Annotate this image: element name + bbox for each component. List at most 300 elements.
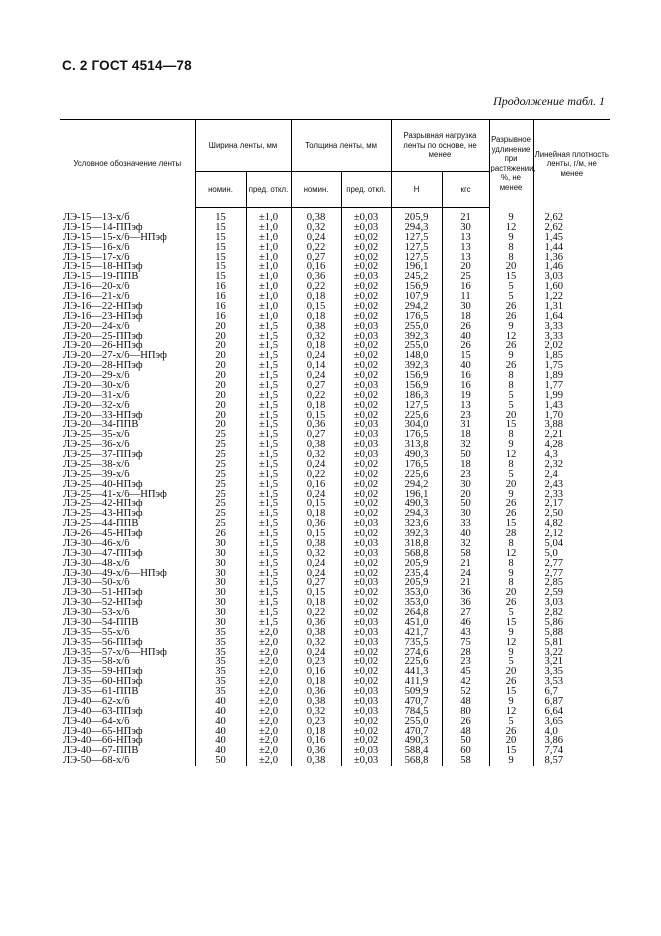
table-row xyxy=(60,657,610,667)
table-row xyxy=(60,736,610,746)
cell-thickness-tolerance: ±0,03 xyxy=(341,578,391,588)
cell-width-tolerance: ±2,0 xyxy=(246,717,291,727)
cell-thickness-tolerance: ±0,02 xyxy=(341,411,391,421)
cell-linear-density: 3,22 xyxy=(533,648,610,658)
cell-load-n: 127,5 xyxy=(391,253,442,263)
cell-designation: ЛЭ-25—37-ППэф xyxy=(63,450,143,460)
cell-thickness-tolerance: ±0,02 xyxy=(341,312,391,322)
cell-designation: ЛЭ-20—24-х/б xyxy=(63,321,130,332)
cell-thickness-tolerance: ±0,03 xyxy=(341,697,391,707)
cell-linear-density: 6,87 xyxy=(533,697,610,707)
cell-load-n: 735,5 xyxy=(391,638,442,648)
cell-load-n: 294,3 xyxy=(391,223,442,233)
cell-elongation: 20 xyxy=(489,262,533,272)
cell-width-nominal: 20 xyxy=(195,332,246,342)
cell-thickness-tolerance: ±0,02 xyxy=(341,677,391,687)
cell-elongation: 15 xyxy=(489,618,533,628)
cell-elongation: 26 xyxy=(489,361,533,371)
table-row xyxy=(60,292,610,302)
cell-width-tolerance: ±2,0 xyxy=(246,628,291,638)
cell-linear-density: 3,88 xyxy=(533,420,610,430)
cell-elongation: 20 xyxy=(489,736,533,746)
cell-width-nominal: 30 xyxy=(195,549,246,559)
cell-designation: ЛЭ-40—66-НПэф xyxy=(63,736,143,747)
cell-width-tolerance: ±1,5 xyxy=(246,440,291,450)
cell-linear-density: 5,88 xyxy=(533,628,610,638)
cell-width-nominal: 30 xyxy=(195,598,246,608)
cell-width-tolerance: ±1,5 xyxy=(246,460,291,470)
cell-designation: ЛЭ-30—51-НПэф xyxy=(63,588,143,599)
cell-elongation: 12 xyxy=(489,638,533,648)
cell-designation: ЛЭ-25—39-х/б xyxy=(63,469,130,480)
cell-width-tolerance: ±1,0 xyxy=(246,223,291,233)
cell-thickness-nominal: 0,32 xyxy=(291,707,341,717)
cell-load-kgf: 30 xyxy=(442,302,489,312)
table-row xyxy=(60,559,610,569)
cell-load-n: 568,8 xyxy=(391,549,442,559)
cell-designation: ЛЭ-30—52-НПэф xyxy=(63,598,143,608)
cell-designation: ЛЭ-15—13-х/б xyxy=(63,211,130,223)
cell-load-kgf: 26 xyxy=(442,717,489,727)
cell-width-tolerance: ±2,0 xyxy=(246,648,291,658)
cell-elongation: 9 xyxy=(489,322,533,332)
cell-load-n: 411,9 xyxy=(391,677,442,687)
cell-designation: ЛЭ-35—60-НПэф xyxy=(63,677,143,687)
header-width-tolerance: пред. откл. xyxy=(246,172,291,208)
cell-load-kgf: 50 xyxy=(442,499,489,509)
cell-width-nominal: 35 xyxy=(195,628,246,638)
cell-width-nominal: 15 xyxy=(195,253,246,263)
cell-load-n: 294,3 xyxy=(391,509,442,519)
cell-width-nominal: 30 xyxy=(195,539,246,549)
cell-thickness-tolerance: ±0,03 xyxy=(341,638,391,648)
cell-width-nominal: 25 xyxy=(195,470,246,480)
cell-thickness-tolerance: ±0,03 xyxy=(341,618,391,628)
cell-width-tolerance: ±1,5 xyxy=(246,430,291,440)
properties-table xyxy=(60,119,610,766)
cell-load-kgf: 15 xyxy=(442,351,489,361)
cell-thickness-tolerance: ±0,02 xyxy=(341,569,391,579)
cell-elongation: 26 xyxy=(489,302,533,312)
cell-linear-density: 6,64 xyxy=(533,707,610,717)
table-row xyxy=(60,499,610,509)
cell-width-nominal: 40 xyxy=(195,717,246,727)
cell-width-nominal: 20 xyxy=(195,322,246,332)
cell-load-kgf: 23 xyxy=(442,470,489,480)
cell-load-n: 255,0 xyxy=(391,322,442,332)
cell-load-n: 255,0 xyxy=(391,341,442,351)
cell-designation: ЛЭ-40—64-х/б xyxy=(63,716,130,727)
cell-linear-density: 1,36 xyxy=(533,253,610,263)
cell-thickness-tolerance: ±0,03 xyxy=(341,381,391,391)
cell-designation: ЛЭ-15—15-х/б—НПэф xyxy=(63,232,167,243)
cell-load-n: 318,8 xyxy=(391,539,442,549)
cell-width-nominal: 30 xyxy=(195,588,246,598)
header-load-n: Н xyxy=(391,172,442,208)
cell-elongation: 9 xyxy=(489,648,533,658)
cell-load-n: 441,3 xyxy=(391,667,442,677)
cell-thickness-nominal: 0,15 xyxy=(291,588,341,598)
cell-thickness-tolerance: ±0,02 xyxy=(341,401,391,411)
cell-width-tolerance: ±1,5 xyxy=(246,332,291,342)
cell-width-tolerance: ±1,5 xyxy=(246,401,291,411)
cell-width-nominal: 20 xyxy=(195,351,246,361)
cell-elongation: 20 xyxy=(489,480,533,490)
cell-load-n: 313,8 xyxy=(391,440,442,450)
cell-load-kgf: 28 xyxy=(442,648,489,658)
cell-designation: ЛЭ-20—32-х/б xyxy=(63,400,130,411)
cell-load-kgf: 50 xyxy=(442,736,489,746)
cell-thickness-tolerance: ±0,03 xyxy=(341,272,391,282)
table-row xyxy=(60,519,610,529)
cell-load-n: 156,9 xyxy=(391,282,442,292)
cell-load-kgf: 23 xyxy=(442,411,489,421)
cell-elongation: 9 xyxy=(489,697,533,707)
cell-load-kgf: 58 xyxy=(442,549,489,559)
cell-width-tolerance: ±1,0 xyxy=(246,312,291,322)
cell-linear-density: 1,64 xyxy=(533,312,610,322)
cell-thickness-tolerance: ±0,02 xyxy=(341,657,391,667)
table-row xyxy=(60,430,610,440)
table-row xyxy=(60,302,610,312)
cell-thickness-nominal: 0,18 xyxy=(291,312,341,322)
cell-linear-density: 6,7 xyxy=(533,687,610,697)
cell-designation: ЛЭ-20—30-х/б xyxy=(63,380,130,391)
table-row xyxy=(60,677,610,687)
cell-width-tolerance: ±2,0 xyxy=(246,697,291,707)
cell-load-kgf: 42 xyxy=(442,677,489,687)
cell-load-kgf: 18 xyxy=(442,460,489,470)
cell-linear-density: 1,22 xyxy=(533,292,610,302)
cell-width-nominal: 15 xyxy=(195,243,246,253)
cell-load-n: 156,9 xyxy=(391,371,442,381)
cell-width-nominal: 25 xyxy=(195,480,246,490)
cell-designation: ЛЭ-20—31-х/б xyxy=(63,390,130,401)
cell-thickness-tolerance: ±0,03 xyxy=(341,539,391,549)
table-row xyxy=(60,253,610,263)
cell-load-kgf: 40 xyxy=(442,332,489,342)
cell-load-kgf: 18 xyxy=(442,312,489,322)
cell-load-n: 353,0 xyxy=(391,598,442,608)
header-width-nominal: номин. xyxy=(195,172,246,208)
cell-thickness-nominal: 0,36 xyxy=(291,746,341,756)
cell-designation: ЛЭ-16—22-НПэф xyxy=(63,301,143,312)
table-row xyxy=(60,756,610,766)
cell-load-kgf: 75 xyxy=(442,638,489,648)
cell-load-n: 176,5 xyxy=(391,460,442,470)
cell-thickness-tolerance: ±0,02 xyxy=(341,727,391,737)
cell-load-kgf: 46 xyxy=(442,618,489,628)
cell-thickness-nominal: 0,32 xyxy=(291,223,341,233)
cell-elongation: 26 xyxy=(489,509,533,519)
table-row xyxy=(60,569,610,579)
cell-designation: ЛЭ-30—46-х/б xyxy=(63,538,130,549)
cell-width-tolerance: ±1,5 xyxy=(246,598,291,608)
cell-designation: ЛЭ-20—26-НПэф xyxy=(63,341,143,352)
cell-load-kgf: 31 xyxy=(442,420,489,430)
cell-width-tolerance: ±1,5 xyxy=(246,509,291,519)
table-row xyxy=(60,401,610,411)
cell-width-nominal: 40 xyxy=(195,697,246,707)
cell-load-n: 451,0 xyxy=(391,618,442,628)
cell-load-kgf: 26 xyxy=(442,322,489,332)
table-row xyxy=(60,687,610,697)
cell-thickness-nominal: 0,36 xyxy=(291,519,341,529)
table-row xyxy=(60,208,610,223)
cell-width-nominal: 25 xyxy=(195,499,246,509)
cell-width-tolerance: ±1,5 xyxy=(246,480,291,490)
table-row xyxy=(60,539,610,549)
cell-width-tolerance: ±1,5 xyxy=(246,499,291,509)
cell-designation: ЛЭ-30—48-х/б xyxy=(63,558,130,569)
cell-designation: ЛЭ-15—16-х/б xyxy=(63,242,130,253)
header-designation: Условное обозначение ленты xyxy=(73,159,182,168)
cell-elongation: 26 xyxy=(489,499,533,509)
cell-thickness-tolerance: ±0,02 xyxy=(341,262,391,272)
cell-load-kgf: 21 xyxy=(442,208,489,223)
cell-designation: ЛЭ-40—67-ППВ xyxy=(63,746,139,757)
cell-thickness-nominal: 0,24 xyxy=(291,371,341,381)
cell-thickness-tolerance: ±0,03 xyxy=(341,519,391,529)
cell-width-tolerance: ±1,5 xyxy=(246,539,291,549)
table-row xyxy=(60,648,610,658)
cell-width-tolerance: ±2,0 xyxy=(246,657,291,667)
cell-designation: ЛЭ-15—17-х/б xyxy=(63,252,130,263)
page-header: С. 2 ГОСТ 4514—78 xyxy=(62,58,192,73)
cell-elongation: 9 xyxy=(489,440,533,450)
cell-elongation: 12 xyxy=(489,450,533,460)
cell-thickness-nominal: 0,27 xyxy=(291,578,341,588)
cell-width-tolerance: ±1,5 xyxy=(246,529,291,539)
cell-load-n: 353,0 xyxy=(391,588,442,598)
cell-width-nominal: 15 xyxy=(195,208,246,223)
table-row xyxy=(60,697,610,707)
cell-elongation: 9 xyxy=(489,233,533,243)
cell-load-kgf: 40 xyxy=(442,529,489,539)
table-row xyxy=(60,411,610,421)
cell-load-kgf: 52 xyxy=(442,687,489,697)
cell-designation: ЛЭ-15—14-ППэф xyxy=(63,222,143,233)
cell-thickness-tolerance: ±0,03 xyxy=(341,332,391,342)
cell-designation: ЛЭ-35—57-х/б—НПэф xyxy=(63,647,167,658)
cell-width-nominal: 30 xyxy=(195,608,246,618)
cell-width-tolerance: ±1,5 xyxy=(246,322,291,332)
cell-load-n: 225,6 xyxy=(391,657,442,667)
cell-elongation: 8 xyxy=(489,371,533,381)
cell-load-kgf: 36 xyxy=(442,588,489,598)
cell-thickness-nominal: 0,36 xyxy=(291,420,341,430)
cell-elongation: 9 xyxy=(489,208,533,223)
cell-width-tolerance: ±1,5 xyxy=(246,549,291,559)
cell-width-nominal: 50 xyxy=(195,756,246,766)
cell-elongation: 5 xyxy=(489,608,533,618)
cell-elongation: 8 xyxy=(489,539,533,549)
cell-linear-density: 2,77 xyxy=(533,559,610,569)
cell-elongation: 15 xyxy=(489,519,533,529)
cell-load-kgf: 32 xyxy=(442,440,489,450)
cell-designation: ЛЭ-30—54-ППВ xyxy=(63,617,139,628)
cell-load-n: 323,6 xyxy=(391,519,442,529)
cell-thickness-nominal: 0,27 xyxy=(291,381,341,391)
cell-linear-density: 3,33 xyxy=(533,332,610,342)
cell-load-kgf: 13 xyxy=(442,253,489,263)
cell-load-n: 568,8 xyxy=(391,756,442,766)
table-row xyxy=(60,618,610,628)
cell-thickness-tolerance: ±0,02 xyxy=(341,480,391,490)
cell-load-n: 470,7 xyxy=(391,727,442,737)
cell-width-tolerance: ±2,0 xyxy=(246,756,291,766)
cell-designation: ЛЭ-30—53-х/б xyxy=(63,608,130,618)
cell-load-kgf: 20 xyxy=(442,262,489,272)
cell-load-n: 264,8 xyxy=(391,608,442,618)
cell-thickness-nominal: 0,27 xyxy=(291,253,341,263)
cell-linear-density: 3,35 xyxy=(533,667,610,677)
cell-width-nominal: 20 xyxy=(195,361,246,371)
cell-designation: ЛЭ-35—58-х/б xyxy=(63,657,130,668)
cell-thickness-tolerance: ±0,02 xyxy=(341,529,391,539)
cell-designation: ЛЭ-26—45-НПэф xyxy=(63,529,143,539)
cell-width-nominal: 16 xyxy=(195,292,246,302)
cell-width-nominal: 30 xyxy=(195,569,246,579)
cell-designation: ЛЭ-40—63-ППэф xyxy=(63,706,143,717)
cell-width-tolerance: ±1,5 xyxy=(246,420,291,430)
table-row xyxy=(60,223,610,233)
cell-linear-density: 2,77 xyxy=(533,569,610,579)
cell-linear-density: 2,85 xyxy=(533,578,610,588)
cell-thickness-nominal: 0,24 xyxy=(291,569,341,579)
cell-elongation: 5 xyxy=(489,282,533,292)
header-elongation: Разрывное удлинение при растяжении, %, не менее xyxy=(489,120,533,208)
table-row xyxy=(60,470,610,480)
cell-width-tolerance: ±2,0 xyxy=(246,746,291,756)
cell-width-nominal: 16 xyxy=(195,282,246,292)
cell-elongation: 15 xyxy=(489,687,533,697)
cell-thickness-nominal: 0,18 xyxy=(291,598,341,608)
table-row xyxy=(60,707,610,717)
cell-thickness-tolerance: ±0,02 xyxy=(341,717,391,727)
cell-load-kgf: 13 xyxy=(442,243,489,253)
cell-designation: ЛЭ-25—38-х/б xyxy=(63,459,130,470)
cell-thickness-tolerance: ±0,02 xyxy=(341,608,391,618)
cell-thickness-nominal: 0,38 xyxy=(291,322,341,332)
cell-width-tolerance: ±1,5 xyxy=(246,361,291,371)
table-row xyxy=(60,371,610,381)
cell-linear-density: 3,03 xyxy=(533,598,610,608)
cell-width-tolerance: ±1,5 xyxy=(246,519,291,529)
cell-designation: ЛЭ-50—68-х/б xyxy=(63,756,130,766)
cell-elongation: 8 xyxy=(489,559,533,569)
cell-width-tolerance: ±1,5 xyxy=(246,351,291,361)
cell-designation: ЛЭ-20—28-НПэф xyxy=(63,361,143,371)
cell-thickness-nominal: 0,38 xyxy=(291,539,341,549)
table-body xyxy=(60,208,610,767)
cell-load-kgf: 13 xyxy=(442,401,489,411)
cell-load-n: 294,2 xyxy=(391,480,442,490)
cell-load-kgf: 26 xyxy=(442,341,489,351)
cell-linear-density: 4,0 xyxy=(533,727,610,737)
cell-load-n: 470,7 xyxy=(391,697,442,707)
cell-designation: ЛЭ-35—59-НПэф xyxy=(63,667,143,678)
cell-load-n: 245,2 xyxy=(391,272,442,282)
cell-width-tolerance: ±1,5 xyxy=(246,578,291,588)
cell-load-n: 304,0 xyxy=(391,420,442,430)
cell-linear-density: 1,44 xyxy=(533,243,610,253)
cell-linear-density: 1,60 xyxy=(533,282,610,292)
cell-thickness-nominal: 0,36 xyxy=(291,687,341,697)
cell-thickness-nominal: 0,15 xyxy=(291,302,341,312)
cell-thickness-tolerance: ±0,03 xyxy=(341,746,391,756)
table-row xyxy=(60,529,610,539)
table-row xyxy=(60,243,610,253)
cell-elongation: 9 xyxy=(489,756,533,766)
cell-linear-density: 1,45 xyxy=(533,233,610,243)
cell-thickness-tolerance: ±0,02 xyxy=(341,253,391,263)
cell-load-n: 205,9 xyxy=(391,578,442,588)
table-continuation-label: Продолжение табл. 1 xyxy=(493,94,605,108)
cell-thickness-tolerance: ±0,02 xyxy=(341,598,391,608)
cell-linear-density: 4,28 xyxy=(533,440,610,450)
cell-thickness-tolerance: ±0,03 xyxy=(341,208,391,223)
cell-load-n: 509,9 xyxy=(391,687,442,697)
table-row xyxy=(60,361,610,371)
cell-thickness-tolerance: ±0,03 xyxy=(341,430,391,440)
cell-width-nominal: 25 xyxy=(195,490,246,500)
cell-width-nominal: 40 xyxy=(195,727,246,737)
cell-thickness-tolerance: ±0,02 xyxy=(341,302,391,312)
cell-width-tolerance: ±2,0 xyxy=(246,727,291,737)
cell-elongation: 12 xyxy=(489,549,533,559)
cell-load-n: 274,6 xyxy=(391,648,442,658)
cell-elongation: 15 xyxy=(489,746,533,756)
cell-load-kgf: 21 xyxy=(442,559,489,569)
cell-designation: ЛЭ-30—49-х/б—НПэф xyxy=(63,568,167,579)
cell-width-tolerance: ±1,5 xyxy=(246,559,291,569)
cell-load-n: 392,3 xyxy=(391,332,442,342)
table-row xyxy=(60,480,610,490)
cell-elongation: 26 xyxy=(489,677,533,687)
cell-width-nominal: 40 xyxy=(195,736,246,746)
table-row xyxy=(60,391,610,401)
cell-linear-density: 2,4 xyxy=(533,470,610,480)
cell-linear-density: 1,46 xyxy=(533,262,610,272)
header-load-kgf: кгс xyxy=(442,172,489,208)
cell-width-tolerance: ±1,5 xyxy=(246,569,291,579)
cell-thickness-nominal: 0,24 xyxy=(291,233,341,243)
cell-thickness-tolerance: ±0,02 xyxy=(341,282,391,292)
table-row xyxy=(60,667,610,677)
cell-thickness-nominal: 0,18 xyxy=(291,341,341,351)
cell-width-tolerance: ±1,0 xyxy=(246,272,291,282)
cell-designation: ЛЭ-25—41-х/б—НПэф xyxy=(63,489,167,500)
cell-width-nominal: 20 xyxy=(195,401,246,411)
cell-width-nominal: 35 xyxy=(195,638,246,648)
cell-width-nominal: 30 xyxy=(195,618,246,628)
cell-width-nominal: 25 xyxy=(195,450,246,460)
cell-linear-density: 2,02 xyxy=(533,341,610,351)
cell-width-tolerance: ±1,5 xyxy=(246,588,291,598)
cell-elongation: 9 xyxy=(489,628,533,638)
cell-designation: ЛЭ-16—23-НПэф xyxy=(63,311,143,322)
cell-thickness-tolerance: ±0,02 xyxy=(341,509,391,519)
cell-load-kgf: 18 xyxy=(442,430,489,440)
cell-elongation: 12 xyxy=(489,707,533,717)
cell-width-nominal: 26 xyxy=(195,529,246,539)
table-row xyxy=(60,588,610,598)
cell-thickness-nominal: 0,24 xyxy=(291,460,341,470)
cell-load-n: 148,0 xyxy=(391,351,442,361)
cell-linear-density: 1,75 xyxy=(533,361,610,371)
cell-width-nominal: 35 xyxy=(195,677,246,687)
